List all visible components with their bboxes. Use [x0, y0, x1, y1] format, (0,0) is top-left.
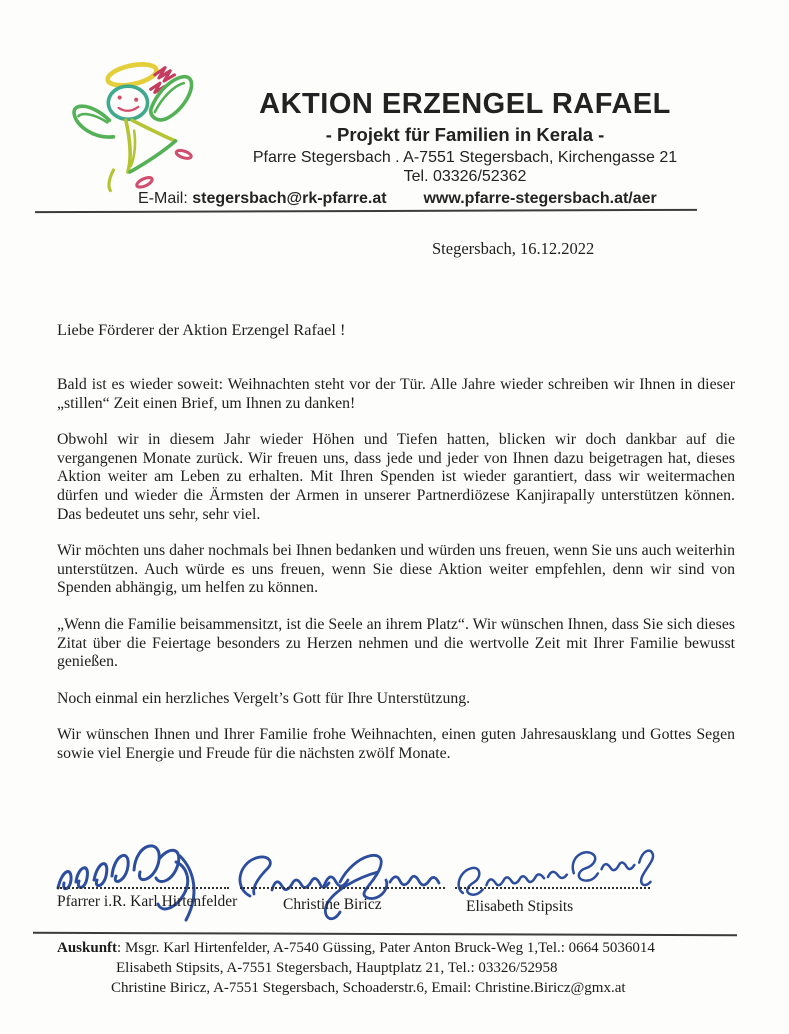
- paragraph: Obwohl wir in diesem Jahr wieder Höhen und Tiefen hatten, blicken wir doch dankbar auf die vergangenen Monate zurück. Wir freuen uns, dass jede und jeder von Ihnen dazu beigetragen hat, dieses Aktion weiter am Leben zu erhalten. Mit Ihren Spenden ist wieder garantiert, dass wir weitermachen dürfen und wieder die Ärmsten der Armen in unserer Partnerdiözese Kanjirapally unterstützen können. Das bedeutet uns sehr, sehr viel.: [57, 431, 735, 523]
- angel-foot: [175, 149, 192, 160]
- salutation: Liebe Förderer der Aktion Erzengel Rafael !: [57, 320, 346, 339]
- angel-foot: [135, 176, 153, 190]
- footer-contact-line: [57, 940, 655, 957]
- footer-contact-line: [111, 980, 626, 997]
- email-label: E-Mail:: [138, 190, 188, 207]
- angel-logo: [68, 56, 223, 196]
- header-divider: [35, 209, 697, 213]
- org-address: Pfarre Stegersbach . A-7551 Stegersbach, Kirchengasse 21: [252, 149, 678, 166]
- org-subtitle: - Projekt für Familien in Kerala -: [325, 124, 605, 145]
- signature-dotted-line: [455, 884, 650, 889]
- footer-contact-3: Christine Biricz, A-7551 Stegersbach, Schoaderstr.6, Email: Christine.Biricz@gmx.at: [111, 980, 626, 996]
- website-url: www.pfarre-stegersbach.at/aer: [423, 190, 657, 207]
- footer-contact-2: Elisabeth Stipsits, A-7551 Stegersbach, Hauptplatz 21, Tel.: 03326/52958: [116, 960, 558, 976]
- signature-dotted-line: [57, 884, 229, 889]
- dateline: Stegersbach, 16.12.2022: [432, 239, 595, 258]
- signer-name: Elisabeth Stipsits: [466, 898, 574, 915]
- angel-head: [108, 86, 147, 119]
- right-wing: [151, 77, 192, 120]
- footer-label: Auskunft: [57, 940, 118, 956]
- paragraph: Wir wünschen Ihnen und Ihrer Familie frohe Weihnachten, einen guten Jahresausklang und Gottes Segen sowie viel Energie und Freude für die nächsten zwölf Monate.: [57, 726, 735, 762]
- signer-name: Christine Biricz: [283, 896, 382, 913]
- paragraph: Wir möchten uns daher nochmals bei Ihnen bedanken und würden uns freuen, wenn Sie uns auch weiterhin unterstützen. Auch würde es uns freuen, wenn Sie diese Aktion weiter empfehlen, denn wir sind von Spenden abhängig, um helfen zu können.: [57, 542, 735, 597]
- angel-body: [126, 120, 130, 172]
- signature-dotted-line: [240, 884, 445, 889]
- paragraph: Bald ist es wieder soweit: Weihnachten steht vor der Tür. Alle Jahre wieder schreiben wir Ihnen in dieser „stillen“ Zeit einen Brief, um Ihnen zu danken!: [57, 376, 735, 412]
- footer-divider: [33, 932, 737, 936]
- footer-contact-line: [116, 960, 558, 977]
- letter-body: [57, 376, 735, 782]
- paragraph: „Wenn die Familie beisammensitzt, ist die Seele an ihrem Platz“. Wir wünschen Ihnen, dass Sie sich dieses Zitat über die Feiertage besonders zu Herzen nehmen und die wertvolle Zeit mit Ihrer Familie bewusst genießen.: [57, 615, 735, 671]
- org-title: AKTION ERZENGEL RAFAEL: [259, 88, 671, 120]
- signer-name: Pfarrer i.R. Karl Hirtenfelder: [57, 893, 238, 910]
- paragraph: Noch einmal ein herzliches Vergelt’s Gott für Ihre Unterstützung.: [57, 689, 471, 707]
- letterhead: [205, 88, 725, 186]
- email-address: stegersbach@rk-pfarre.at: [192, 190, 387, 207]
- email-website-line: [138, 190, 698, 208]
- footer-contact-1: : Msgr. Karl Hirtenfelder, A-7540 Güssing, Pater Anton Bruck-Weg 1,Tel.: 0664 5036014: [117, 940, 655, 956]
- org-phone: Tel. 03326/52362: [403, 168, 527, 185]
